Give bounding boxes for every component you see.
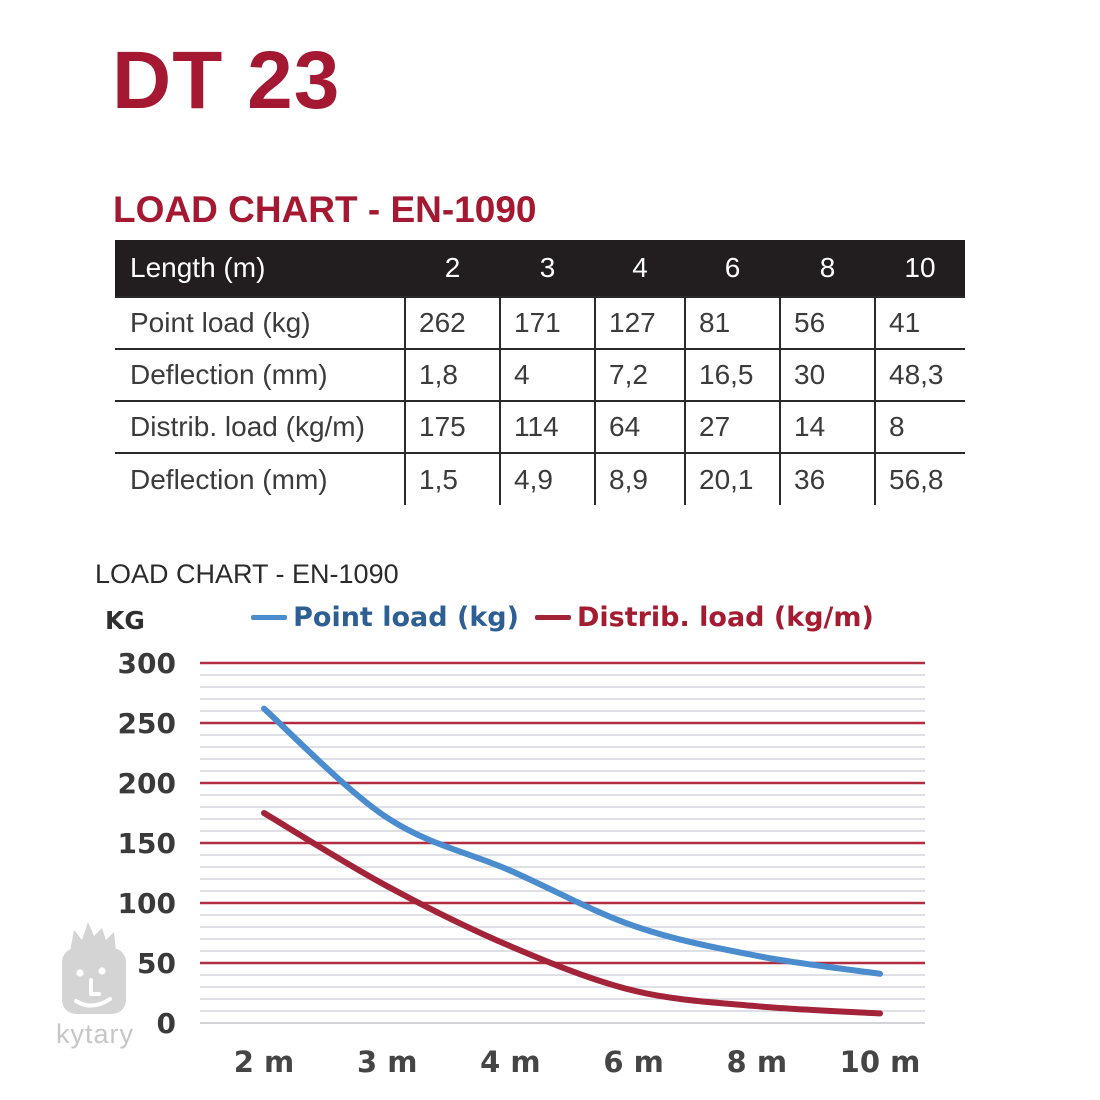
legend-label: Distrib. load (kg/m) — [576, 602, 874, 633]
row-label: Deflection (mm) — [115, 349, 405, 401]
load-table-body — [115, 297, 965, 505]
table-header-cell: 6 — [724, 252, 741, 283]
table-header-label: Length (m) — [130, 252, 266, 283]
table-header-cell: 8 — [819, 252, 836, 283]
legend-item — [535, 604, 874, 631]
cell-value: 27 — [685, 401, 780, 453]
y-tick-label: 250 — [117, 707, 176, 740]
cell-value: 1,5 — [405, 453, 500, 505]
cell-value: 175 — [405, 401, 500, 453]
cell-value: 7,2 — [595, 349, 685, 401]
y-tick-label: 200 — [117, 767, 176, 800]
cell-value: 4,9 — [500, 453, 595, 505]
cell-value: 114 — [500, 401, 595, 453]
table-row — [115, 297, 965, 349]
series-line — [264, 709, 880, 974]
legend-label: Point load (kg) — [293, 602, 519, 633]
row-label: Deflection (mm) — [115, 453, 405, 505]
y-tick-label: 150 — [117, 827, 176, 860]
cell-value: 171 — [500, 297, 595, 349]
table-header-cell: 10 — [904, 252, 936, 283]
y-tick-label: 50 — [137, 947, 176, 980]
y-axis-title: KG — [105, 606, 145, 635]
table-header-cell: 2 — [444, 252, 461, 283]
watermark-text: kytary — [56, 1019, 135, 1049]
chart-legend — [200, 604, 925, 631]
page-title: DT 23 — [112, 35, 341, 126]
row-label: Distrib. load (kg/m) — [115, 401, 405, 453]
cell-value: 36 — [780, 453, 875, 505]
kytary-logo-icon — [54, 918, 134, 1018]
cell-value: 48,3 — [875, 349, 965, 401]
table-header-row — [115, 240, 965, 297]
x-tick-label: 2 m — [233, 1045, 295, 1079]
x-tick-label: 6 m — [603, 1045, 664, 1079]
x-tick-label: 3 m — [356, 1045, 418, 1079]
cell-value: 127 — [595, 297, 685, 349]
cell-value: 56 — [780, 297, 875, 349]
row-label: Point load (kg) — [115, 297, 405, 349]
legend-item — [251, 604, 519, 631]
chart-subtitle: LOAD CHART - EN-1090 — [95, 559, 399, 589]
table-header-cell: 3 — [539, 252, 556, 283]
x-tick-label: 10 m — [839, 1045, 921, 1079]
cell-value: 64 — [595, 401, 685, 453]
cell-value: 16,5 — [685, 349, 780, 401]
x-tick-label: 4 m — [480, 1045, 541, 1079]
table-row — [115, 349, 965, 401]
cell-value: 1,8 — [405, 349, 500, 401]
section-title: LOAD CHART - EN-1090 — [113, 189, 537, 230]
load-table — [115, 240, 965, 505]
legend-swatch — [251, 615, 287, 620]
cell-value: 262 — [405, 297, 500, 349]
cell-value: 14 — [780, 401, 875, 453]
cell-value: 4 — [500, 349, 595, 401]
series-line — [264, 813, 880, 1013]
table-row — [115, 453, 965, 505]
cell-value: 8 — [875, 401, 965, 453]
y-tick-label: 0 — [156, 1007, 176, 1040]
cell-value: 56,8 — [875, 453, 965, 505]
watermark — [54, 918, 164, 1050]
legend-swatch — [535, 615, 571, 620]
y-tick-label: 300 — [117, 647, 176, 680]
x-tick-label: 8 m — [726, 1045, 788, 1079]
table-header-cell: 4 — [632, 252, 648, 283]
table-row — [115, 401, 965, 453]
cell-value: 20,1 — [685, 453, 780, 505]
cell-value: 8,9 — [595, 453, 685, 505]
cell-value: 30 — [780, 349, 875, 401]
y-tick-label: 100 — [117, 887, 176, 920]
cell-value: 81 — [685, 297, 780, 349]
cell-value: 41 — [875, 297, 965, 349]
